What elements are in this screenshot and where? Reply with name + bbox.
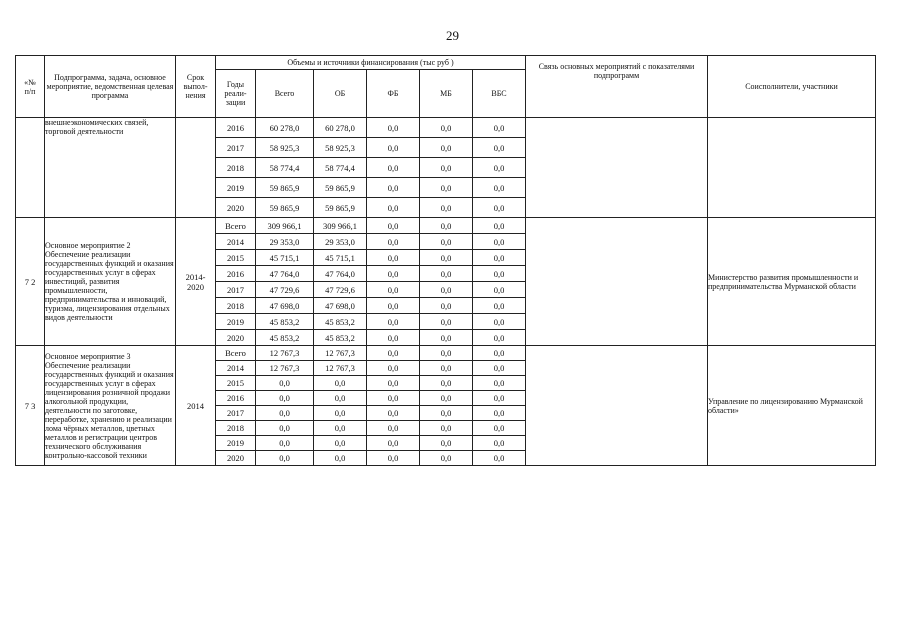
year-cell: 2016	[216, 118, 256, 138]
row-description: внешнеэкономических связей, торговой деятельности	[45, 118, 176, 218]
vbs-cell: 0,0	[473, 346, 526, 361]
fb-cell: 0,0	[367, 391, 420, 406]
vbs-cell: 0,0	[473, 421, 526, 436]
year-cell: 2020	[216, 451, 256, 466]
mb-cell: 0,0	[420, 138, 473, 158]
table-row	[16, 218, 876, 234]
mb-cell: 0,0	[420, 314, 473, 330]
mb-cell: 0,0	[420, 346, 473, 361]
vsego-cell: 59 865,9	[256, 178, 314, 198]
mb-cell: 0,0	[420, 198, 473, 218]
executors-cell: Управление по лицензированию Мурманской области»	[708, 346, 876, 466]
row-description: Основное мероприятие 3 Обеспечение реализации государственных функций и оказания государственных услуг в сферах лицензирования розничной продажи алкогольной продукции, деятельности по заготовке, переработке, хранению и реализации лома чёрных металлов, цветных металлов и регистрации центров технического обслуживания контрольно-кассовой техники	[45, 346, 176, 466]
year-cell: Всего	[216, 218, 256, 234]
year-cell: 2019	[216, 178, 256, 198]
year-cell: 2017	[216, 406, 256, 421]
ob-cell: 58 925,3	[314, 138, 367, 158]
year-cell: 2014	[216, 234, 256, 250]
header-years: Годы реали-зации	[216, 70, 256, 118]
vbs-cell: 0,0	[473, 436, 526, 451]
year-cell: 2016	[216, 391, 256, 406]
row-srok: 2014	[176, 346, 216, 466]
fb-cell: 0,0	[367, 138, 420, 158]
vbs-cell: 0,0	[473, 391, 526, 406]
fb-cell: 0,0	[367, 451, 420, 466]
fb-cell: 0,0	[367, 406, 420, 421]
mb-cell: 0,0	[420, 406, 473, 421]
vsego-cell: 47 698,0	[256, 298, 314, 314]
year-cell: 2017	[216, 282, 256, 298]
fb-cell: 0,0	[367, 314, 420, 330]
vsego-cell: 0,0	[256, 391, 314, 406]
vbs-cell: 0,0	[473, 138, 526, 158]
fb-cell: 0,0	[367, 234, 420, 250]
mb-cell: 0,0	[420, 178, 473, 198]
header-number: «№ п/п	[16, 56, 45, 118]
mb-cell: 0,0	[420, 282, 473, 298]
ob-cell: 309 966,1	[314, 218, 367, 234]
vbs-cell: 0,0	[473, 250, 526, 266]
ob-cell: 45 853,2	[314, 314, 367, 330]
fb-cell: 0,0	[367, 346, 420, 361]
header-ob: ОБ	[314, 70, 367, 118]
vbs-cell: 0,0	[473, 198, 526, 218]
fb-cell: 0,0	[367, 330, 420, 346]
vsego-cell: 0,0	[256, 421, 314, 436]
row-srok	[176, 118, 216, 218]
year-cell: 2016	[216, 266, 256, 282]
fb-cell: 0,0	[367, 250, 420, 266]
ob-cell: 58 774,4	[314, 158, 367, 178]
fb-cell: 0,0	[367, 118, 420, 138]
ob-cell: 45 715,1	[314, 250, 367, 266]
vsego-cell: 59 865,9	[256, 198, 314, 218]
vsego-cell: 0,0	[256, 406, 314, 421]
row-number	[16, 118, 45, 218]
header-mb: МБ	[420, 70, 473, 118]
ob-cell: 47 698,0	[314, 298, 367, 314]
vsego-cell: 0,0	[256, 451, 314, 466]
vsego-cell: 29 353,0	[256, 234, 314, 250]
fb-cell: 0,0	[367, 436, 420, 451]
vbs-cell: 0,0	[473, 406, 526, 421]
ob-cell: 0,0	[314, 391, 367, 406]
ob-cell: 0,0	[314, 451, 367, 466]
vsego-cell: 0,0	[256, 436, 314, 451]
vbs-cell: 0,0	[473, 234, 526, 250]
table-row	[16, 346, 876, 361]
executors-cell	[708, 118, 876, 218]
table-row	[16, 118, 876, 138]
mb-cell: 0,0	[420, 298, 473, 314]
mb-cell: 0,0	[420, 436, 473, 451]
table-body	[16, 118, 876, 466]
vbs-cell: 0,0	[473, 266, 526, 282]
fb-cell: 0,0	[367, 198, 420, 218]
row-number: 7 3	[16, 346, 45, 466]
vbs-cell: 0,0	[473, 451, 526, 466]
vsego-cell: 12 767,3	[256, 346, 314, 361]
vsego-cell: 58 774,4	[256, 158, 314, 178]
fb-cell: 0,0	[367, 361, 420, 376]
vsego-cell: 45 853,2	[256, 314, 314, 330]
vsego-cell: 58 925,3	[256, 138, 314, 158]
year-cell: 2014	[216, 361, 256, 376]
vbs-cell: 0,0	[473, 330, 526, 346]
mb-cell: 0,0	[420, 421, 473, 436]
vbs-cell: 0,0	[473, 298, 526, 314]
vbs-cell: 0,0	[473, 361, 526, 376]
fb-cell: 0,0	[367, 282, 420, 298]
ob-cell: 0,0	[314, 436, 367, 451]
header-vsego: Всего	[256, 70, 314, 118]
ob-cell: 45 853,2	[314, 330, 367, 346]
link-cell	[526, 346, 708, 466]
mb-cell: 0,0	[420, 451, 473, 466]
vsego-cell: 0,0	[256, 376, 314, 391]
row-srok: 2014- 2020	[176, 218, 216, 346]
ob-cell: 0,0	[314, 406, 367, 421]
vbs-cell: 0,0	[473, 158, 526, 178]
vbs-cell: 0,0	[473, 218, 526, 234]
year-cell: 2020	[216, 330, 256, 346]
mb-cell: 0,0	[420, 330, 473, 346]
link-cell	[526, 118, 708, 218]
fb-cell: 0,0	[367, 178, 420, 198]
fb-cell: 0,0	[367, 266, 420, 282]
vsego-cell: 12 767,3	[256, 361, 314, 376]
ob-cell: 0,0	[314, 376, 367, 391]
row-description: Основное мероприятие 2 Обеспечение реализации государственных функций и оказания государственных услуг в сферах инвестиций, развития промышленности, предпринимательства и инноваций, туризма, лицензирования отдельных видов деятельности	[45, 218, 176, 346]
vbs-cell: 0,0	[473, 314, 526, 330]
vbs-cell: 0,0	[473, 118, 526, 138]
ob-cell: 59 865,9	[314, 198, 367, 218]
vbs-cell: 0,0	[473, 376, 526, 391]
fb-cell: 0,0	[367, 376, 420, 391]
mb-cell: 0,0	[420, 266, 473, 282]
vsego-cell: 60 278,0	[256, 118, 314, 138]
year-cell: 2020	[216, 198, 256, 218]
executors-cell: Министерство развития промышленности и предпринимательства Мурманской области	[708, 218, 876, 346]
vbs-cell: 0,0	[473, 282, 526, 298]
mb-cell: 0,0	[420, 118, 473, 138]
header-srok: Срок выпол-нения	[176, 56, 216, 118]
link-cell	[526, 218, 708, 346]
year-cell: 2015	[216, 250, 256, 266]
fb-cell: 0,0	[367, 421, 420, 436]
mb-cell: 0,0	[420, 158, 473, 178]
mb-cell: 0,0	[420, 391, 473, 406]
ob-cell: 47 729,6	[314, 282, 367, 298]
vsego-cell: 47 764,0	[256, 266, 314, 282]
year-cell: 2017	[216, 138, 256, 158]
row-number: 7 2	[16, 218, 45, 346]
header-link: Связь основных мероприятий с показателями подпрограмм	[526, 56, 708, 118]
page-number: 29	[446, 28, 459, 43]
year-cell: 2018	[216, 158, 256, 178]
mb-cell: 0,0	[420, 376, 473, 391]
vsego-cell: 45 853,2	[256, 330, 314, 346]
ob-cell: 0,0	[314, 421, 367, 436]
fb-cell: 0,0	[367, 298, 420, 314]
mb-cell: 0,0	[420, 250, 473, 266]
header-fb: ФБ	[367, 70, 420, 118]
ob-cell: 60 278,0	[314, 118, 367, 138]
header-vbs: ВБС	[473, 70, 526, 118]
ob-cell: 12 767,3	[314, 361, 367, 376]
mb-cell: 0,0	[420, 234, 473, 250]
year-cell: 2018	[216, 421, 256, 436]
ob-cell: 47 764,0	[314, 266, 367, 282]
vsego-cell: 309 966,1	[256, 218, 314, 234]
year-cell: 2019	[216, 314, 256, 330]
ob-cell: 29 353,0	[314, 234, 367, 250]
year-cell: 2018	[216, 298, 256, 314]
ob-cell: 12 767,3	[314, 346, 367, 361]
fb-cell: 0,0	[367, 158, 420, 178]
header-executors: Соисполнители, участники	[708, 56, 876, 118]
header-program: Подпрограмма, задача, основное мероприятие, ведомственная целевая программа	[45, 56, 176, 118]
vsego-cell: 47 729,6	[256, 282, 314, 298]
mb-cell: 0,0	[420, 218, 473, 234]
ob-cell: 59 865,9	[314, 178, 367, 198]
vsego-cell: 45 715,1	[256, 250, 314, 266]
year-cell: Всего	[216, 346, 256, 361]
vbs-cell: 0,0	[473, 178, 526, 198]
year-cell: 2019	[216, 436, 256, 451]
financing-table	[15, 55, 876, 466]
table-header	[16, 56, 876, 118]
mb-cell: 0,0	[420, 361, 473, 376]
year-cell: 2015	[216, 376, 256, 391]
header-financing: Объемы и источники финансирования (тыс руб )	[216, 56, 526, 70]
fb-cell: 0,0	[367, 218, 420, 234]
